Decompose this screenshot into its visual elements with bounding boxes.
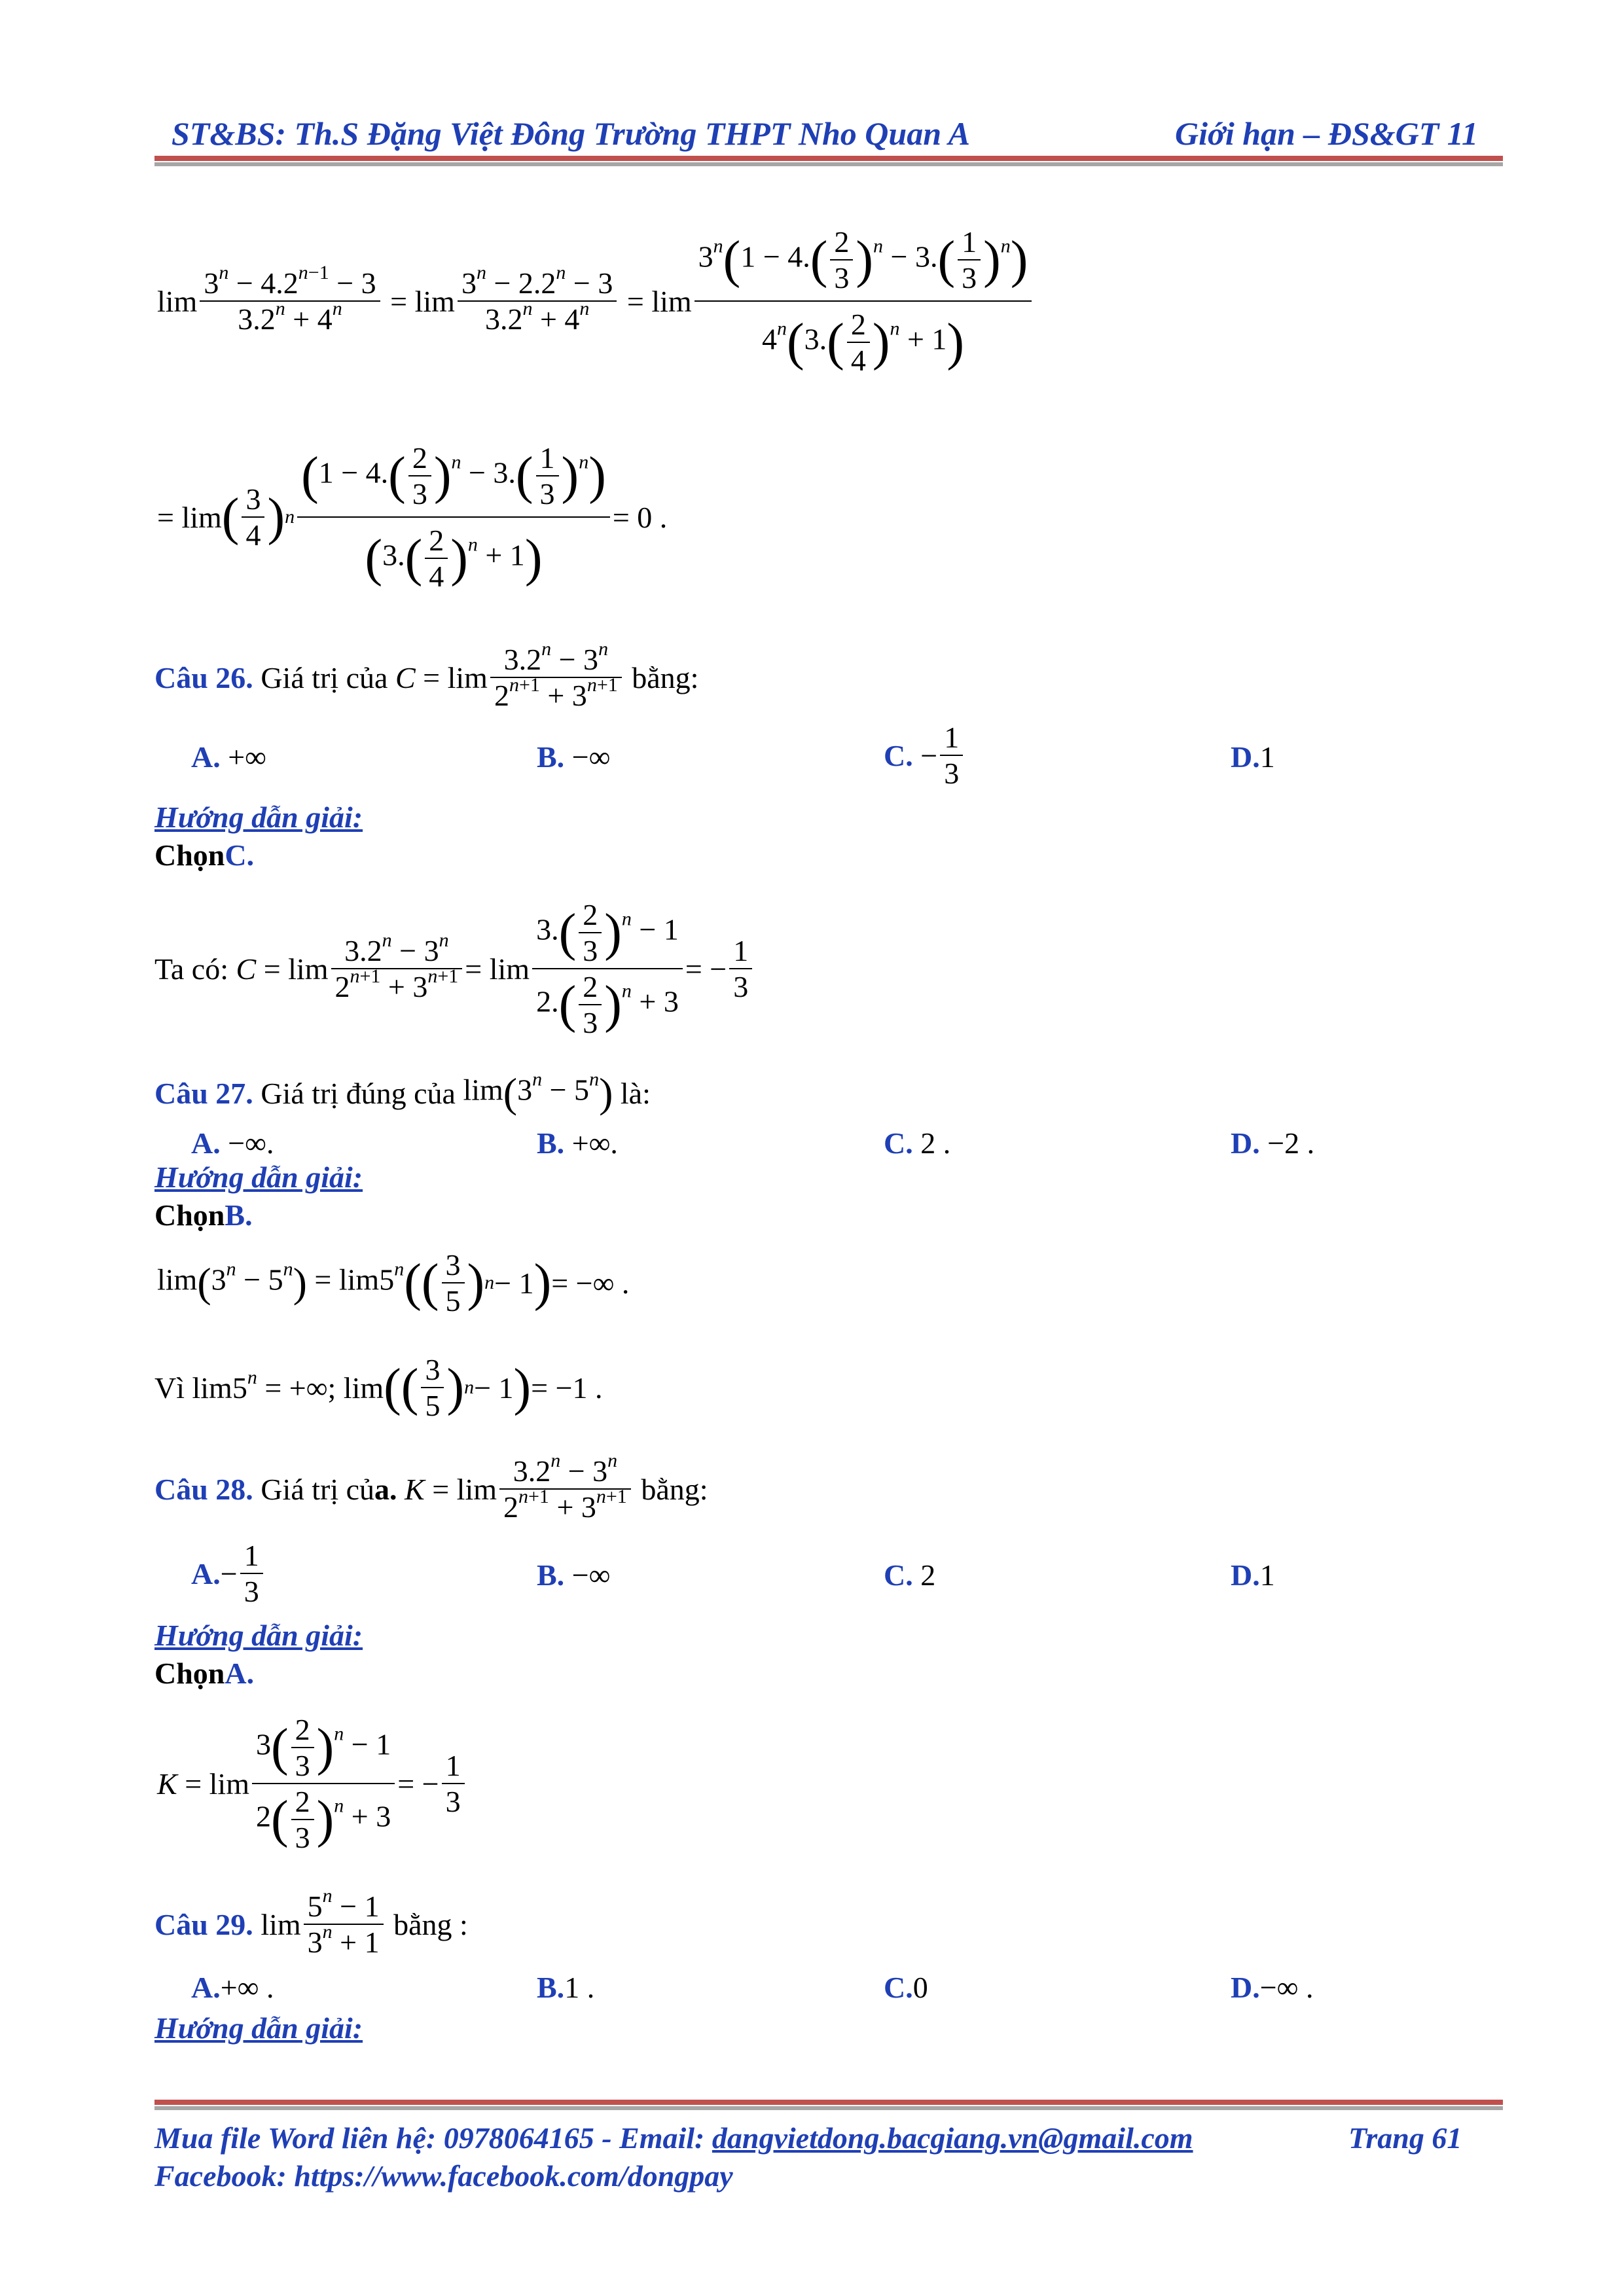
q26-option-c[interactable]: C. − $\frac{1}{3}$ — [884, 720, 965, 791]
footer-page-number: Trang 61 — [1348, 2121, 1462, 2155]
q29-number: Câu 29. — [154, 1907, 253, 1941]
q27-solution-line1: $\lim(3^n - 5^n) = \lim 5^n$ ( ( $\frac{3}{5}$ ) n − 1 ) = −∞ . — [157, 1248, 630, 1318]
header-left: ST&BS: Th.S Đặng Việt Đông Trường THPT Nho Quan A — [171, 115, 970, 152]
footer-contact — [154, 2121, 1193, 2155]
q28-solution: K = lim 3( $\frac{2}{3}$ )$^n$ − 1 2( $\frac{2}{3}$ )$^n$ + 3 = − $\frac{1}{3}$ — [157, 1698, 467, 1869]
q28-guide-heading: Hướng dẫn giải: — [154, 1619, 363, 1652]
q29-statement: Câu 29. lim $\frac{5^n - 1}{3^n + 1}$ bằng : — [154, 1885, 468, 1959]
q26-solution: Ta có: C = lim $\frac{3.2^n - 3^n}{2^{n+1} + 3^{n+1}}$ = lim 3.( $\frac{2}{3}$ )$^n$ − 1 2.( $\frac{2}{3}$ )$^n$ + 3 = − $\frac{1}{3}$ — [154, 884, 755, 1054]
q26-statement: Câu 26. Giá trị của C = lim $\frac{3.2^n - 3^n}{2^{n+1} + 3^{n+1}}$ bằng: — [154, 638, 699, 712]
q27-prefix: Giá trị đúng của — [261, 1076, 456, 1110]
q28-option-d[interactable]: D.1 — [1231, 1558, 1275, 1592]
q26-prefix: Giá trị của — [261, 660, 388, 694]
q26-number: Câu 26. — [154, 660, 253, 694]
q26-guide-heading: Hướng dẫn giải: — [154, 800, 363, 834]
footer-email-link[interactable]: dangvietdong.bacgiang.vn@gmail.com — [712, 2121, 1193, 2155]
q26-suffix: bằng: — [632, 660, 699, 694]
q26-option-a[interactable]: A. +∞ — [191, 740, 266, 774]
q29-option-d[interactable]: D.−∞ . — [1231, 1971, 1314, 2004]
q28-option-c[interactable]: C. 2 — [884, 1558, 936, 1592]
q25-solution-line2: = lim ( $\frac{3}{4}$ ) n (1 − 4.( $\frac{2}{3}$ )$^n$ − 3.( $\frac{1}{3}$ )$^n$) (3.( $\frac{2}{4}$ )$^n$ + 1) = 0 . — [157, 441, 668, 593]
q28-option-a[interactable]: A. − $\frac{1}{3}$ — [191, 1538, 266, 1609]
footer-facebook[interactable]: Facebook: https://www.facebook.com/dongpay — [154, 2159, 733, 2193]
header-rule-gray — [154, 162, 1503, 166]
q29-option-b[interactable]: B.1 . — [537, 1971, 595, 2004]
q26-answer: ChọnC. — [154, 838, 255, 872]
footer-rule-red — [154, 2100, 1503, 2105]
q27-option-d[interactable]: D. −2 . — [1231, 1126, 1315, 1160]
footer-contact-text: Mua file Word liên hệ: 0978064165 - Email: — [154, 2121, 712, 2155]
q29-guide-heading: Hướng dẫn giải: — [154, 2011, 363, 2045]
q26-option-d[interactable]: D.1 — [1231, 740, 1275, 774]
q27-guide-heading: Hướng dẫn giải: — [154, 1160, 363, 1194]
q26-ta-co: Ta có: — [154, 952, 229, 986]
q27-statement: Câu 27. Giá trị đúng của $\lim(3^n - 5^n)$ là: — [154, 1068, 651, 1116]
q28-option-b[interactable]: B. −∞ — [537, 1558, 611, 1592]
q28-number: Câu 28. — [154, 1472, 253, 1506]
q28-answer: ChọnA. — [154, 1657, 255, 1690]
q28-statement: Câu 28. Giá trị củ a. K = lim $\frac{3.2^n - 3^n}{2^{n+1} + 3^{n+1}}$ bằng: — [154, 1450, 708, 1524]
header-rule-red — [154, 156, 1503, 161]
q27-solution-line2: Vì $\lim 5^n$ = +∞; lim ( ( $\frac{3}{5}$ ) n − 1 ) = −1 . — [154, 1353, 603, 1422]
q27-number: Câu 27. — [154, 1076, 253, 1110]
q27-answer: ChọnB. — [154, 1198, 253, 1232]
q26-option-b[interactable]: B. −∞ — [537, 740, 611, 774]
q28-suffix: bằng: — [641, 1472, 708, 1506]
header-right: Giới hạn – ĐS&GT 11 — [1175, 115, 1479, 152]
q29-suffix: bằng : — [393, 1907, 468, 1941]
q25-result: = 0 . — [612, 500, 668, 534]
footer-rule-gray — [154, 2106, 1503, 2110]
q27-vi: Vì — [154, 1371, 185, 1405]
q25-solution-line1: lim $\frac{3^n - 4.2^{n-1} - 3}{3.2^n + 4^n}$ = lim $\frac{3^n - 2.2^n - 3}{3.2^n + 4^n}$ = lim $3^n(1 - 4$.( $\frac{2}{3}$ )$^n$ − 3.( $\frac{1}{3}$ )$^n$) 4$^n$(3.( $\frac{2}{4}$ )$^n$ + 1) — [157, 196, 1034, 406]
q29-option-c[interactable]: C.0 — [884, 1971, 928, 2004]
q27-suffix: là: — [620, 1076, 651, 1110]
q28-prefix: Giá trị củ — [261, 1472, 375, 1506]
q28-prefix-bold: a. — [374, 1472, 397, 1506]
q27-option-a[interactable]: A. −∞. — [191, 1126, 274, 1160]
q29-option-a[interactable]: A.+∞ . — [191, 1971, 274, 2004]
q27-option-b[interactable]: B. +∞. — [537, 1126, 618, 1160]
q27-option-c[interactable]: C. 2 . — [884, 1126, 951, 1160]
